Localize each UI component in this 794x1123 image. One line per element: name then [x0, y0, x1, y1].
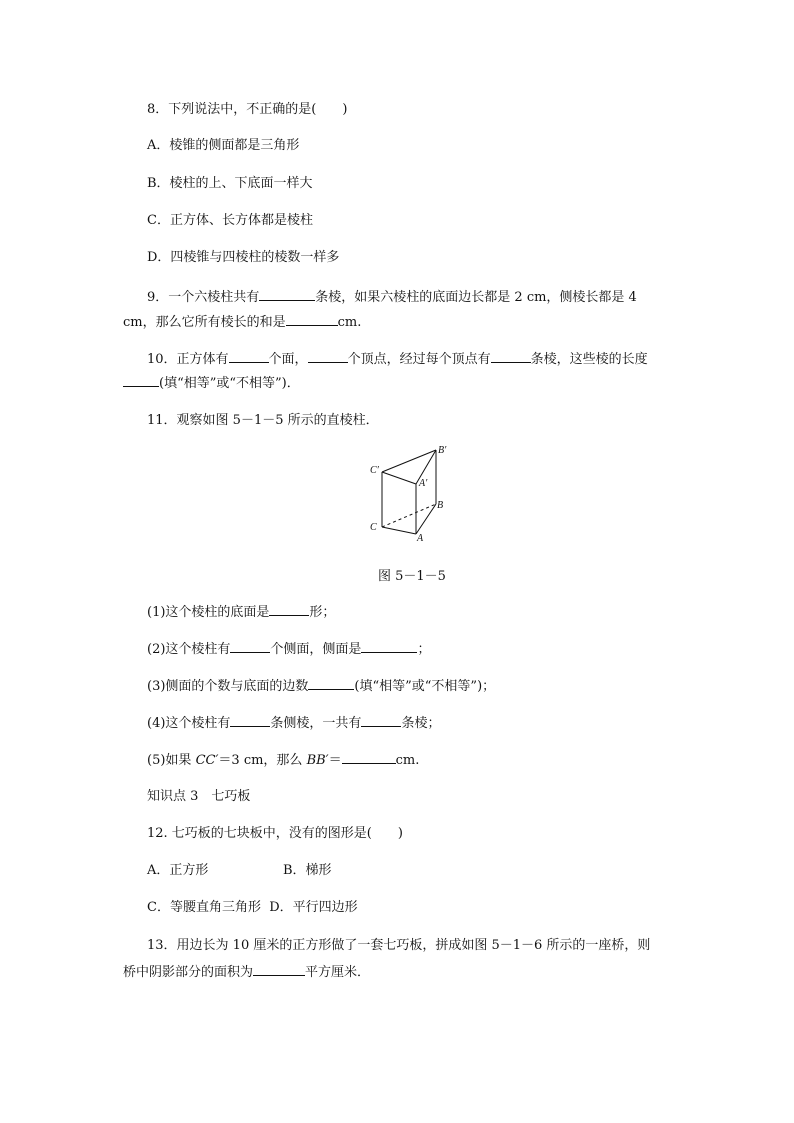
q8-stem: 8．下列说法中，不正确的是( ): [147, 102, 348, 117]
q11-stem: 11．观察如图 5－1－5 所示的直棱柱．: [147, 413, 379, 428]
q9-text: 9．一个六棱柱共有: [147, 290, 260, 305]
q12-options-row-2: [147, 900, 358, 916]
q11-part-2: [147, 640, 430, 658]
q11-text: (填“相等”或“不相等”)；: [354, 679, 496, 694]
q10-text: (填“相等”或“不相等”)．: [159, 376, 300, 391]
q11-edge-name: BB′: [306, 753, 329, 768]
answer-blank: [308, 350, 348, 363]
answer-blank: [342, 751, 396, 764]
q10-line-2: [123, 374, 300, 392]
q12-options-row-1: [147, 863, 332, 879]
vertex-label-a: A: [417, 533, 424, 542]
q10-text: 条棱，这些棱的长度: [530, 352, 648, 367]
q8-option-c: C．正方体、长方体都是棱柱: [147, 213, 313, 228]
q9-text: cm.: [337, 315, 362, 330]
answer-blank: [286, 313, 338, 326]
answer-blank: [491, 350, 531, 363]
section-heading: 知识点 3 七巧板: [147, 789, 251, 804]
answer-blank: [230, 640, 270, 653]
q11-text: cm.: [395, 753, 420, 768]
q12-option-b: B．梯形: [283, 863, 332, 878]
q10-text: 个顶点，经过每个顶点有: [347, 352, 491, 367]
q12-stem: 12. 七巧板的七块板中，没有的图形是( ): [147, 826, 403, 841]
answer-blank: [229, 350, 269, 363]
q11-text: (4)这个棱柱有: [147, 716, 231, 731]
answer-blank: [259, 288, 315, 301]
vertex-label-b-prime: B′: [438, 445, 447, 456]
prism-edge: [382, 472, 416, 484]
q11-text: 个侧面，侧面是: [270, 642, 362, 657]
vertex-label-b: B: [437, 500, 444, 511]
q8-option-d: D．四棱锥与四棱柱的棱数一样多: [147, 250, 340, 265]
q10-line-1: [147, 350, 648, 368]
q13-text: 平方厘米．: [305, 965, 371, 980]
prism-edge: [382, 450, 436, 472]
vertex-label-c: C: [370, 522, 377, 533]
prism-figure: [366, 442, 466, 542]
q11-text: ＝3 cm，那么: [218, 753, 307, 768]
answer-blank: [361, 640, 417, 653]
q11-text: 形；: [309, 605, 336, 620]
q10-text: 个面，: [268, 352, 308, 367]
q10-text: 10．正方体有: [147, 352, 229, 367]
prism-edge: [382, 527, 416, 534]
q11-text: 条棱；: [401, 716, 441, 731]
answer-blank: [361, 714, 401, 727]
prism-edge: [416, 504, 436, 534]
q12-option-c: C．等腰直角三角形: [147, 900, 261, 915]
vertex-label-a-prime: A′: [419, 478, 428, 489]
answer-blank: [308, 677, 354, 690]
q13-line-2: [123, 963, 370, 981]
answer-blank: [230, 714, 270, 727]
q9-line-1: [147, 288, 637, 306]
q11-text: (3)侧面的个数与底面的边数: [147, 679, 309, 694]
q8-option-b: B．棱柱的上、下底面一样大: [147, 176, 313, 191]
q12-option-a: A．正方形: [147, 863, 209, 878]
q13-line-1: 13．用边长为 10 厘米的正方形做了一套七巧板，拼成如图 5－1－6 所示的一座桥，则: [147, 938, 651, 953]
answer-blank: [123, 374, 159, 387]
q11-text: ＝: [328, 753, 342, 768]
q12-option-d: D．平行四边形: [269, 900, 358, 915]
figure-caption: 图 5－1－5: [378, 569, 446, 584]
q11-text: (2)这个棱柱有: [147, 642, 231, 657]
answer-blank: [253, 963, 305, 976]
q9-text: 条棱，如果六棱柱的底面边长都是 2 cm，侧棱长都是 4: [315, 290, 637, 305]
q11-part-4: [147, 714, 440, 732]
q11-part-3: [147, 677, 495, 695]
answer-blank: [269, 603, 309, 616]
q8-option-a: A．棱锥的侧面都是三角形: [147, 138, 300, 153]
q9-line-2: [123, 313, 361, 331]
q11-part-1: [147, 603, 335, 621]
q13-text: 桥中阴影部分的面积为: [123, 965, 254, 980]
q9-text: cm，那么它所有棱长的和是: [123, 315, 286, 330]
q11-text: (5)如果: [147, 753, 196, 768]
q11-part-5: [147, 751, 419, 769]
q11-text: (1)这个棱柱的底面是: [147, 605, 270, 620]
vertex-label-c-prime: C′: [370, 465, 379, 476]
q11-text: ；: [417, 642, 431, 657]
q11-edge-name: CC′: [195, 753, 219, 768]
q11-text: 条侧棱，一共有: [270, 716, 362, 731]
